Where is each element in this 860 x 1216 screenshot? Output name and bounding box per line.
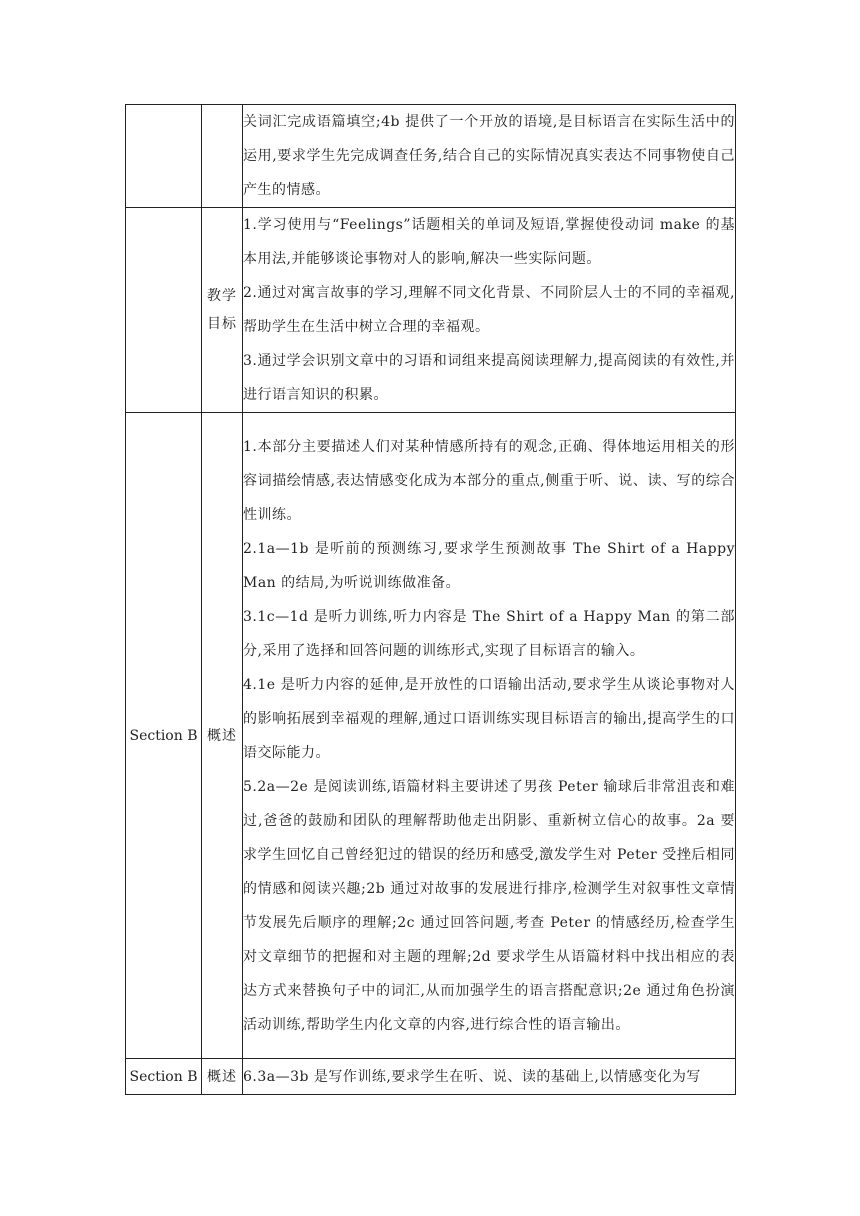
category-cell: 概述 xyxy=(202,413,243,1059)
section-cell: Section B xyxy=(126,1059,202,1095)
content-cell xyxy=(243,105,736,208)
paragraph: 关词汇完成语篇填空;4b 提供了一个开放的语境,是目标语言在实际生活中的运用,要求学生先完成调查任务,结合自己的实际情况真实表达不同事物使自己产生的情感。 xyxy=(243,114,735,198)
paragraph: 6.3a—3b 是写作训练,要求学生在听、说、读的基础上,以情感变化为写 xyxy=(243,1068,701,1085)
table-row xyxy=(126,413,736,1059)
paragraph: 2.通过对寓言故事的学习,理解不同文化背景、不同阶层人士的不同的幸福观,帮助学生在生活中树立合理的幸福观。 xyxy=(243,285,735,335)
paragraph: 3.通过学会识别文章中的习语和词组来提高阅读理解力,提高阅读的有效性,并进行语言知识的积累。 xyxy=(243,353,735,403)
section-cell xyxy=(126,105,202,208)
category-cell: 概述 xyxy=(202,1059,243,1095)
section-cell xyxy=(126,208,202,413)
table-row xyxy=(126,105,736,208)
paragraph: 1.学习使用与“Feelings”话题相关的单词及短语,掌握使役动词 make 的基本用法,并能够谈论事物对人的影响,解决一些实际问题。 xyxy=(243,217,735,267)
section-cell: Section B xyxy=(126,413,202,1059)
lesson-plan-table xyxy=(125,104,736,1095)
category-cell: 教学目标 xyxy=(202,208,243,413)
paragraph: 1.本部分主要描述人们对某种情感所持有的观念,正确、得体地运用相关的形容词描绘情感,表达情感变化成为本部分的重点,侧重于听、说、读、写的综合性训练。 xyxy=(243,438,735,523)
content-cell xyxy=(243,208,736,413)
table-row xyxy=(126,1059,736,1095)
paragraph: 2.1a—1b 是听前的预测练习,要求学生预测故事 The Shirt of a Happy Man 的结局,为听说训练做准备。 xyxy=(243,540,735,591)
paragraph: 3.1c—1d 是听力训练,听力内容是 The Shirt of a Happy Man 的第二部分,采用了选择和回答问题的训练形式,实现了目标语言的输入。 xyxy=(243,608,735,659)
paragraph: 5.2a—2e 是阅读训练,语篇材料主要讲述了男孩 Peter 输球后非常沮丧和难过,爸爸的鼓励和团队的理解帮助他走出阴影、重新树立信心的故事。2a 要求学生回忆自己曾经犯过的错误的经历和感受,激发学生对 Peter 受挫后相同的情感和阅读兴趣;2b 通过对故事的发展进行排序,检测学生对叙事性文章情节发展先后顺序的理解;2c 通过回答问题,考查 Peter 的情感经历,检查学生对文章细节的把握和对主题的理解;2d 要求学生从语篇材料中找出相应的表达方式来替换句子中的词汇,从而加强学生的语言搭配意识;2e 通过角色扮演活动训练,帮助学生内化文章的内容,进行综合性的语言输出。 xyxy=(243,778,735,1033)
table-row xyxy=(126,208,736,413)
content-cell xyxy=(243,413,736,1059)
category-cell xyxy=(202,105,243,208)
content-cell xyxy=(243,1059,736,1095)
paragraph: 4.1e 是听力内容的延伸,是开放性的口语输出活动,要求学生从谈论事物对人的影响拓展到幸福观的理解,通过口语训练实现目标语言的输出,提高学生的口语交际能力。 xyxy=(243,676,735,761)
